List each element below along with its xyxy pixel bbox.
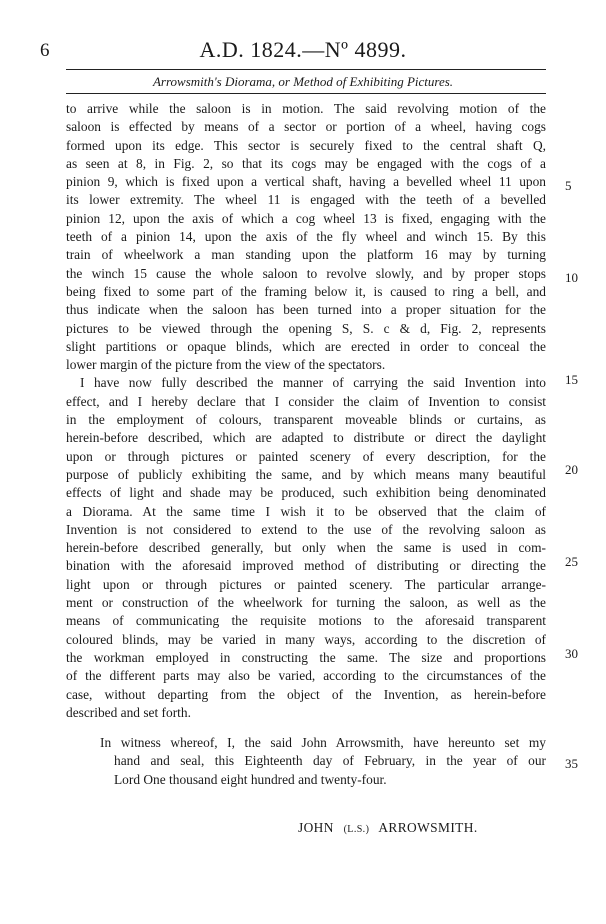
text-line: in the employment of colours, transparent moveable blinds or curtains, as (66, 412, 546, 428)
text-line: as seen at 8, in Fig. 2, so that its cogs may be engaged with the cogs of a (66, 155, 546, 171)
text-line: effects of light and shade may be produced, such exhibition being denominated (66, 485, 546, 501)
text-line: effect, and I hereby declare that I consider the claim of Invention to consist (66, 393, 546, 409)
text-line: to arrive while the saloon is in motion. The said revolving motion of the (66, 101, 546, 116)
header-rule-top (66, 69, 546, 70)
text-line: pictures to be viewed through the opening S, S. c & d, Fig. 2, represents (66, 320, 546, 336)
signature-first-name: JOHN (298, 820, 334, 835)
line-number: 10 (565, 270, 578, 285)
text-line: formed upon its edge. This sector is securely fixed to the central shaft Q, (66, 137, 546, 153)
text-line: teeth of a pinion 14, upon the axis of the fly wheel and winch 15. By this (66, 229, 546, 245)
text-line: herein-before described, which are adapted to distribute or direct the daylight (66, 430, 546, 446)
text-line: herein-before described generally, but only when the same is used in com- (66, 540, 546, 556)
text-line: a Diorama. At the same time I wish it to be observed that the claim of (66, 503, 546, 519)
text-line: being fixed to some part of the framing below it, is caused to ring a bell, and (66, 283, 546, 299)
text-line: Lord One thousand eight hundred and twenty-four. (114, 771, 387, 787)
paragraph-claim (66, 374, 546, 722)
text-line: of the different parts may also be varied, according to the circumstances of the (66, 668, 546, 684)
text-line: light upon or through pictures or painted scenery. The particular arrange- (66, 576, 546, 592)
page-number: 6 (40, 40, 50, 61)
body-text (66, 100, 546, 789)
text-line: thus indicate when the saloon has been turned into a proper situation for the (66, 302, 546, 318)
line-number: 30 (565, 646, 578, 661)
text-line: pinion 12, upon the axis of which a cog wheel 13 is fixed, engaging with the (66, 210, 546, 226)
signature-last-name: ARROWSMITH. (378, 820, 478, 835)
text-line: bination with the aforesaid improved method of distributing or directing the (66, 558, 546, 574)
paragraph-witness (66, 734, 546, 789)
text-line: In witness whereof, I, the said John Arrowsmith, have hereunto set my (100, 735, 546, 751)
line-number: 35 (565, 756, 578, 771)
header-title: A.D. 1824.—Nº 4899. (199, 37, 407, 62)
text-line: its lower extremity. The wheel 11 is engaged with the teeth of a bevelled (66, 192, 546, 208)
seal-mark: (L.S.) (343, 824, 370, 835)
text-line: saloon is effected by means of a sector or portion of a wheel, having cogs (66, 119, 546, 135)
line-number: 5 (565, 178, 572, 193)
text-line: purpose of publicly exhibiting the same, and by which means many beautiful (66, 466, 546, 482)
paragraph-mechanism (66, 100, 546, 374)
line-number: 20 (565, 462, 578, 477)
header-rule-bottom (66, 93, 546, 94)
text-line: upon or through pictures or painted scenery of every description, for the (66, 448, 546, 464)
text-line: hand and seal, this Eighteenth day of February, in the year of our (114, 753, 546, 769)
text-line: case, without departing from the object of the Invention, as herein-before (66, 686, 546, 702)
text-line: train of wheelwork a man standing upon the platform 16 may by turning (66, 247, 546, 263)
text-line: the winch 15 cause the whole saloon to revolve slowly, and by proper stops (66, 265, 546, 281)
line-number: 25 (565, 554, 578, 569)
text-line: I have now fully described the manner of carrying the said Invention into (80, 375, 546, 391)
running-subtitle: Arrowsmith's Diorama, or Method of Exhibiting Pictures. (152, 74, 454, 89)
text-line: means of communicating the requisite motions to the aforesaid transparent (66, 613, 546, 629)
text-line: pinion 9, which is fixed upon a vertical shaft, having a bevelled wheel 11 upon (66, 174, 546, 190)
text-line: slight partitions or opaque blinds, which are erected in order to conceal the (66, 338, 546, 354)
text-line: lower margin of the picture from the view of the spectators. (66, 357, 386, 373)
text-line: ment or construction of the wheelwork for turning the saloon, as well as the (66, 595, 546, 611)
text-line: described and set forth. (66, 704, 191, 720)
paragraph-gap (66, 722, 546, 734)
line-number: 15 (565, 372, 578, 387)
text-line: the workman employed in constructing the same. The size and proportions (66, 649, 546, 665)
text-line: coloured blinds, may be varied in many ways, according to the discretion of (66, 631, 546, 647)
text-line: Invention is not considered to extend to the use of the revolving saloon as (66, 521, 546, 537)
signature (298, 820, 478, 836)
